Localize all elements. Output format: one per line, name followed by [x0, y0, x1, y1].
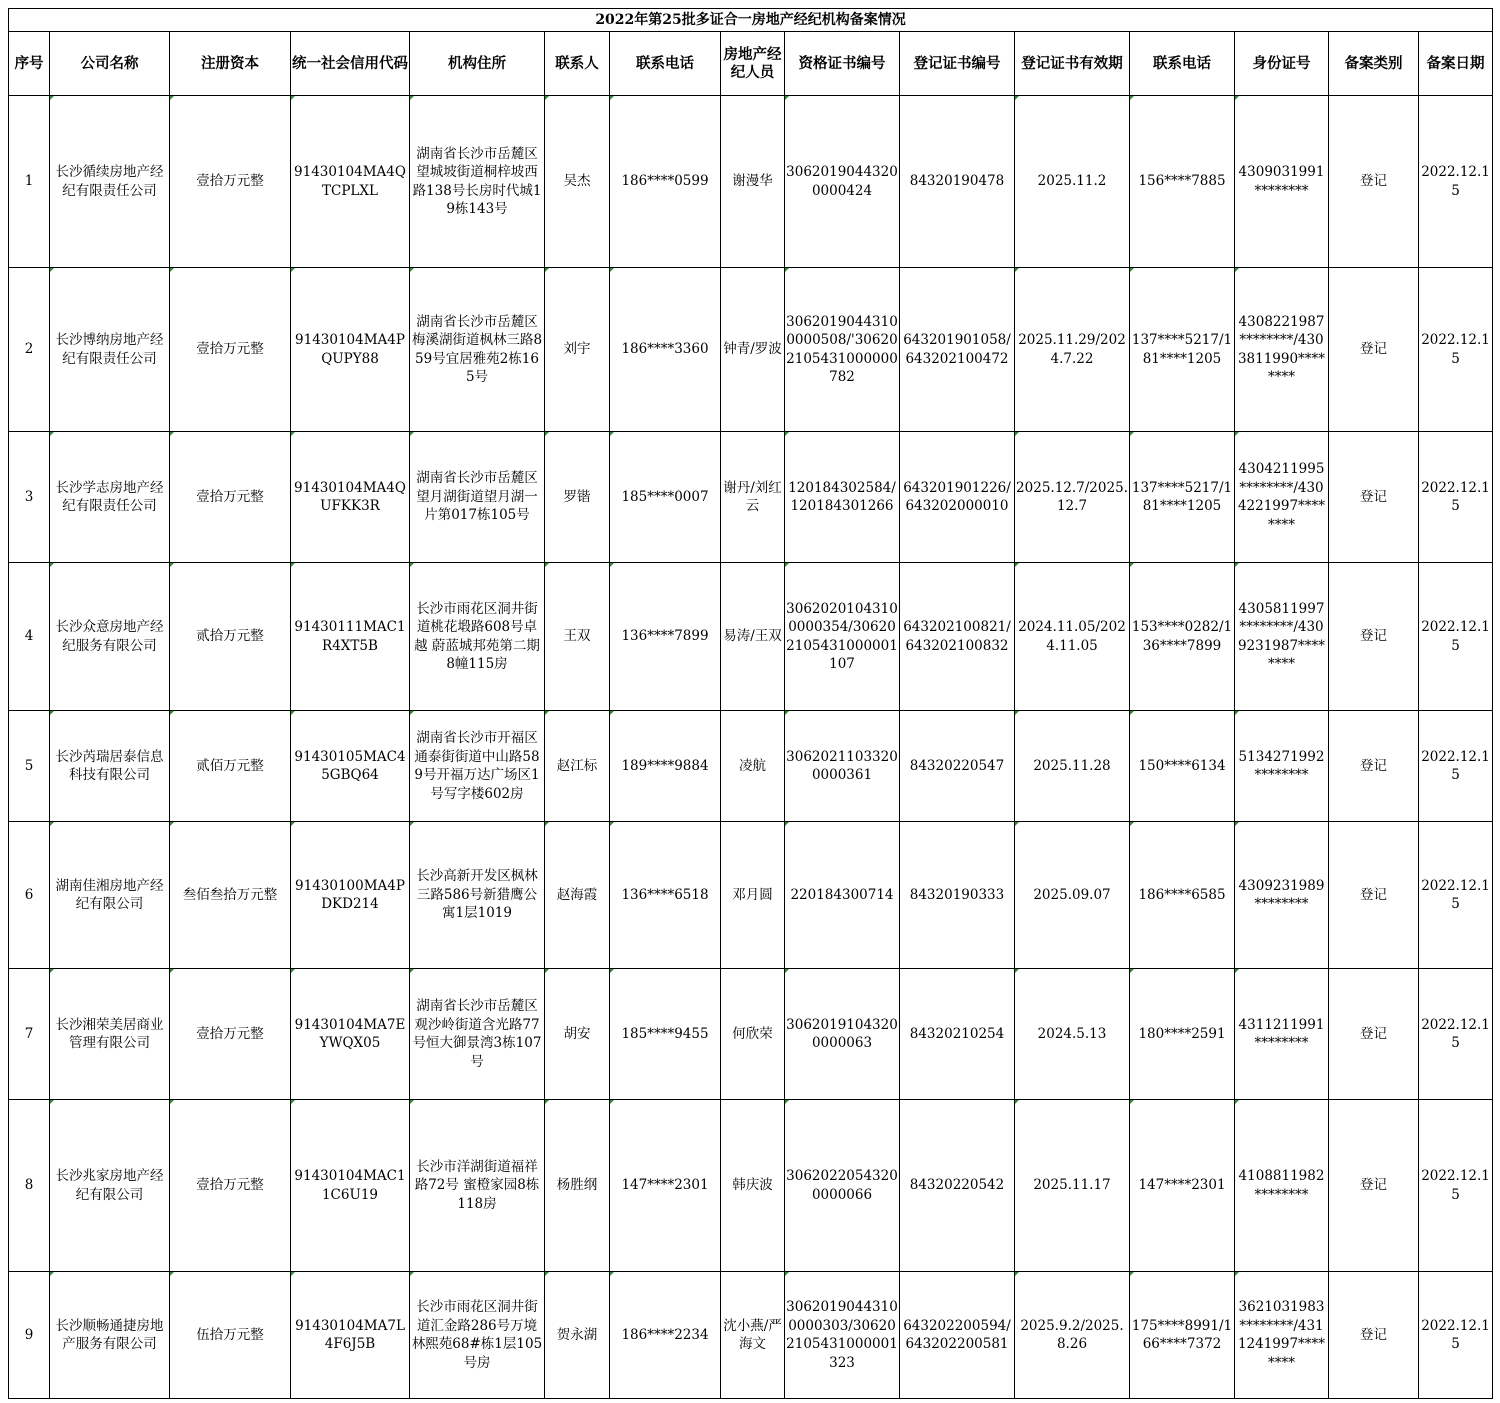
cell-qual-cert: 30620190443100000303/306202105431000001323: [785, 1272, 900, 1399]
cell-category: 登记: [1329, 969, 1419, 1100]
cell-company: 长沙循续房地产经纪有限责任公司: [50, 96, 170, 268]
cell-agent-phone: 137****5217/181****1205: [1130, 268, 1235, 432]
cell-phone: 147****2301: [610, 1100, 721, 1272]
cell-qual-cert: 30620201043100000354/306202105431000001107: [785, 563, 900, 711]
registration-sheet: [8, 8, 1493, 1399]
col-header-credit-code: 统一社会信用代码: [291, 32, 410, 96]
cell-capital: 壹拾万元整: [170, 96, 291, 268]
table-row: [9, 711, 1493, 822]
cell-category: 登记: [1329, 563, 1419, 711]
cell-category: 登记: [1329, 1100, 1419, 1272]
cell-agents: 谢丹/刘红云: [721, 432, 785, 563]
table-row: [9, 822, 1493, 969]
cell-id-no: 4309231989********: [1235, 822, 1329, 969]
cell-credit-code: 91430104MAC11C6U19: [291, 1100, 410, 1272]
cell-credit-code: 91430105MAC45GBQ64: [291, 711, 410, 822]
cell-address: 长沙市洋湖街道福祥路72号 蜜橙家园8栋118房: [410, 1100, 545, 1272]
cell-capital: 伍拾万元整: [170, 1272, 291, 1399]
cell-date: 2022.12.15: [1419, 268, 1493, 432]
cell-contact: 赵海霞: [545, 822, 610, 969]
cell-id-no: 3621031983********/4311241997********: [1235, 1272, 1329, 1399]
cell-credit-code: 91430104MA7L4F6J5B: [291, 1272, 410, 1399]
cell-agents: 邓月圆: [721, 822, 785, 969]
col-header-phone: 联系电话: [610, 32, 721, 96]
cell-phone: 189****9884: [610, 711, 721, 822]
cell-no: 5: [9, 711, 50, 822]
cell-capital: 贰佰万元整: [170, 711, 291, 822]
cell-contact: 王双: [545, 563, 610, 711]
cell-credit-code: 91430104MA7EYWQX05: [291, 969, 410, 1100]
col-header-validity: 登记证书有效期: [1015, 32, 1130, 96]
cell-no: 1: [9, 96, 50, 268]
cell-agents: 韩庆波: [721, 1100, 785, 1272]
cell-phone: 186****3360: [610, 268, 721, 432]
table-row: [9, 432, 1493, 563]
cell-phone: 185****9455: [610, 969, 721, 1100]
col-header-company: 公司名称: [50, 32, 170, 96]
cell-date: 2022.12.15: [1419, 1272, 1493, 1399]
cell-company: 长沙众意房地产经纪服务有限公司: [50, 563, 170, 711]
cell-capital: 壹拾万元整: [170, 432, 291, 563]
cell-id-no: 4108811982********: [1235, 1100, 1329, 1272]
cell-validity: 2024.11.05/2024.11.05: [1015, 563, 1130, 711]
cell-agents: 钟青/罗波: [721, 268, 785, 432]
cell-address: 湖南省长沙市岳麓区望月湖街道望月湖一片第017栋105号: [410, 432, 545, 563]
cell-reg-cert: 84320190478: [900, 96, 1015, 268]
cell-company: 湖南佳湘房地产经纪有限公司: [50, 822, 170, 969]
cell-capital: 壹拾万元整: [170, 268, 291, 432]
cell-id-no: 4308221987********/4303811990********: [1235, 268, 1329, 432]
cell-agent-phone: 186****6585: [1130, 822, 1235, 969]
cell-qual-cert: 30620211033200000361: [785, 711, 900, 822]
col-header-no: 序号: [9, 32, 50, 96]
table-row: [9, 96, 1493, 268]
col-header-capital: 注册资本: [170, 32, 291, 96]
cell-date: 2022.12.15: [1419, 711, 1493, 822]
cell-no: 2: [9, 268, 50, 432]
col-header-category: 备案类别: [1329, 32, 1419, 96]
cell-agents: 何欣荣: [721, 969, 785, 1100]
cell-address: 长沙高新开发区枫林三路586号新猎鹰公寓1层1019: [410, 822, 545, 969]
cell-no: 7: [9, 969, 50, 1100]
cell-agent-phone: 147****2301: [1130, 1100, 1235, 1272]
cell-agents: 凌航: [721, 711, 785, 822]
cell-contact: 刘宇: [545, 268, 610, 432]
cell-company: 长沙湘荣美居商业管理有限公司: [50, 969, 170, 1100]
cell-qual-cert: 30620220543200000066: [785, 1100, 900, 1272]
cell-reg-cert: 643202200594/643202200581: [900, 1272, 1015, 1399]
cell-id-no: 5134271992********: [1235, 711, 1329, 822]
table-row: [9, 1100, 1493, 1272]
col-header-agent-phone: 联系电话: [1130, 32, 1235, 96]
cell-credit-code: 91430104MA4QUFKK3R: [291, 432, 410, 563]
header-row: [9, 32, 1493, 96]
cell-category: 登记: [1329, 1272, 1419, 1399]
cell-no: 4: [9, 563, 50, 711]
cell-date: 2022.12.15: [1419, 822, 1493, 969]
cell-qual-cert: 120184302584/120184301266: [785, 432, 900, 563]
cell-no: 9: [9, 1272, 50, 1399]
registration-table: [8, 8, 1493, 1399]
cell-address: 长沙市雨花区洞井街道汇金路286号万境林熙苑68#栋1层105号房: [410, 1272, 545, 1399]
table-row: [9, 563, 1493, 711]
cell-qual-cert: 30620190443200000424: [785, 96, 900, 268]
cell-company: 长沙博纳房地产经纪有限责任公司: [50, 268, 170, 432]
cell-phone: 136****6518: [610, 822, 721, 969]
cell-no: 3: [9, 432, 50, 563]
cell-contact: 杨胜纲: [545, 1100, 610, 1272]
col-header-date: 备案日期: [1419, 32, 1493, 96]
cell-no: 6: [9, 822, 50, 969]
cell-credit-code: 91430104MA4PQUPY88: [291, 268, 410, 432]
cell-validity: 2024.5.13: [1015, 969, 1130, 1100]
title-row: [9, 9, 1493, 32]
col-header-address: 机构住所: [410, 32, 545, 96]
cell-phone: 186****2234: [610, 1272, 721, 1399]
cell-company: 长沙顺畅通捷房地产服务有限公司: [50, 1272, 170, 1399]
cell-capital: 壹拾万元整: [170, 1100, 291, 1272]
cell-qual-cert: 30620190443100000508/'306202105431000000782: [785, 268, 900, 432]
cell-validity: 2025.11.17: [1015, 1100, 1130, 1272]
cell-date: 2022.12.15: [1419, 432, 1493, 563]
cell-reg-cert: 84320210254: [900, 969, 1015, 1100]
cell-reg-cert: 643201901226/643202000010: [900, 432, 1015, 563]
table-row: [9, 969, 1493, 1100]
cell-company: 长沙兆家房地产经纪有限公司: [50, 1100, 170, 1272]
col-header-agents: 房地产经纪人员: [721, 32, 785, 96]
cell-capital: 壹拾万元整: [170, 969, 291, 1100]
cell-id-no: 4305811997********/4309231987********: [1235, 563, 1329, 711]
cell-category: 登记: [1329, 268, 1419, 432]
cell-reg-cert: 643202100821/643202100832: [900, 563, 1015, 711]
cell-qual-cert: 30620191043200000063: [785, 969, 900, 1100]
cell-validity: 2025.09.07: [1015, 822, 1130, 969]
col-header-reg-cert: 登记证书编号: [900, 32, 1015, 96]
cell-agent-phone: 150****6134: [1130, 711, 1235, 822]
table-row: [9, 268, 1493, 432]
table-row: [9, 1272, 1493, 1399]
cell-date: 2022.12.15: [1419, 96, 1493, 268]
cell-id-no: 4311211991********: [1235, 969, 1329, 1100]
cell-agent-phone: 137****5217/181****1205: [1130, 432, 1235, 563]
cell-address: 湖南省长沙市岳麓区梅溪湖街道枫林三路859号宜居雅苑2栋165号: [410, 268, 545, 432]
cell-reg-cert: 84320220547: [900, 711, 1015, 822]
cell-company: 长沙芮瑞居泰信息科技有限公司: [50, 711, 170, 822]
cell-agents: 谢漫华: [721, 96, 785, 268]
cell-credit-code: 91430111MAC1R4XT5B: [291, 563, 410, 711]
cell-address: 湖南省长沙市开福区通泰街街道中山路589号开福万达广场区1号写字楼602房: [410, 711, 545, 822]
cell-category: 登记: [1329, 822, 1419, 969]
cell-category: 登记: [1329, 432, 1419, 563]
cell-category: 登记: [1329, 96, 1419, 268]
cell-agents: 沈小燕/严海文: [721, 1272, 785, 1399]
cell-validity: 2025.11.2: [1015, 96, 1130, 268]
cell-validity: 2025.11.29/2024.7.22: [1015, 268, 1130, 432]
cell-phone: 136****7899: [610, 563, 721, 711]
cell-reg-cert: 643201901058/643202100472: [900, 268, 1015, 432]
cell-capital: 贰拾万元整: [170, 563, 291, 711]
table-title: 2022年第25批多证合一房地产经纪机构备案情况: [9, 9, 1493, 32]
cell-date: 2022.12.15: [1419, 1100, 1493, 1272]
cell-contact: 赵江标: [545, 711, 610, 822]
cell-capital: 叁佰叁拾万元整: [170, 822, 291, 969]
cell-no: 8: [9, 1100, 50, 1272]
cell-contact: 贺永湖: [545, 1272, 610, 1399]
cell-reg-cert: 84320190333: [900, 822, 1015, 969]
cell-id-no: 4309031991********: [1235, 96, 1329, 268]
cell-address: 湖南省长沙市岳麓区观沙岭街道含光路77号恒大御景湾3栋107号: [410, 969, 545, 1100]
cell-contact: 罗锴: [545, 432, 610, 563]
col-header-contact: 联系人: [545, 32, 610, 96]
cell-phone: 186****0599: [610, 96, 721, 268]
cell-category: 登记: [1329, 711, 1419, 822]
cell-agents: 易涛/王双: [721, 563, 785, 711]
cell-date: 2022.12.15: [1419, 563, 1493, 711]
cell-address: 长沙市雨花区洞井街道桃花塅路608号卓越 蔚蓝城邦苑第二期8幢115房: [410, 563, 545, 711]
cell-validity: 2025.12.7/2025.12.7: [1015, 432, 1130, 563]
cell-agent-phone: 153****0282/136****7899: [1130, 563, 1235, 711]
cell-agent-phone: 180****2591: [1130, 969, 1235, 1100]
cell-reg-cert: 84320220542: [900, 1100, 1015, 1272]
cell-agent-phone: 175****8991/166****7372: [1130, 1272, 1235, 1399]
cell-validity: 2025.11.28: [1015, 711, 1130, 822]
cell-company: 长沙学志房地产经纪有限责任公司: [50, 432, 170, 563]
cell-phone: 185****0007: [610, 432, 721, 563]
cell-contact: 胡安: [545, 969, 610, 1100]
cell-agent-phone: 156****7885: [1130, 96, 1235, 268]
cell-contact: 吴杰: [545, 96, 610, 268]
cell-credit-code: 91430100MA4PDKD214: [291, 822, 410, 969]
cell-address: 湖南省长沙市岳麓区望城坡街道桐梓坡西路138号长房时代城19栋143号: [410, 96, 545, 268]
col-header-qual-cert: 资格证书编号: [785, 32, 900, 96]
cell-date: 2022.12.15: [1419, 969, 1493, 1100]
cell-id-no: 4304211995********/4304221997********: [1235, 432, 1329, 563]
cell-validity: 2025.9.2/2025.8.26: [1015, 1272, 1130, 1399]
cell-qual-cert: 220184300714: [785, 822, 900, 969]
col-header-id-no: 身份证号: [1235, 32, 1329, 96]
cell-credit-code: 91430104MA4QTCPLXL: [291, 96, 410, 268]
